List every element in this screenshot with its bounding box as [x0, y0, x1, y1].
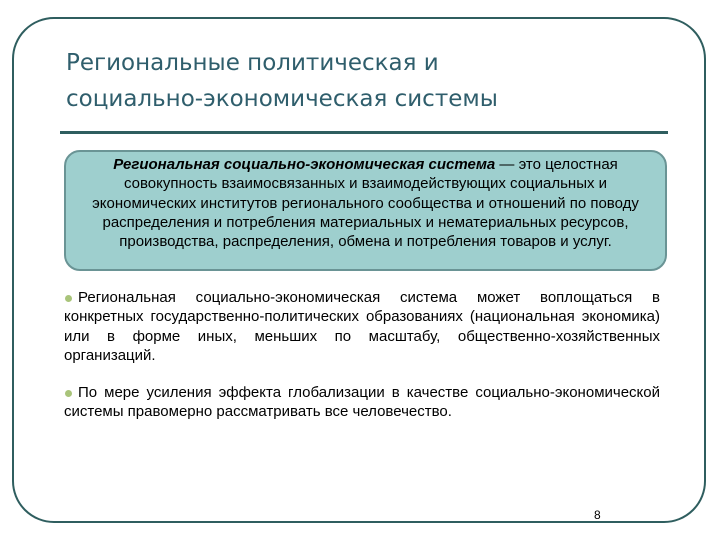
slide-title-line-1: Региональные политическая и — [66, 50, 439, 76]
bullet-item — [64, 288, 660, 365]
bullet-list — [64, 288, 660, 440]
definition-term: Региональная социально-экономическая система — [113, 156, 496, 173]
page-number: 8 — [594, 508, 601, 522]
definition-text: — это целостная совокупность взаимосвязанных и взаимодействующих социальных и экономических институтов регионального сообщества и отношений по поводу распределения и потребления материальных и нематериальных ресурсов, производства, распределения, обмена и потребления товаров и услуг. — [92, 156, 639, 251]
slide-title — [66, 45, 626, 117]
title-divider — [60, 131, 668, 134]
slide-title-line-2: социально-экономическая системы — [66, 86, 498, 112]
bullet-item — [64, 383, 660, 422]
bullet-text: По мере усиления эффекта глобализации в качестве социально-экономической системы правомерно рассматривать все человечество. — [64, 384, 660, 421]
definition-box — [64, 150, 667, 271]
bullet-marker-icon — [65, 295, 72, 302]
bullet-marker-icon — [65, 390, 72, 397]
bullet-text: Региональная социально-экономическая система может воплощаться в конкретных государственно-политических образованиях (национальная экономика) или в форме иных, меньших по масштабу, общественно-хозяйственных организаций. — [64, 289, 660, 364]
